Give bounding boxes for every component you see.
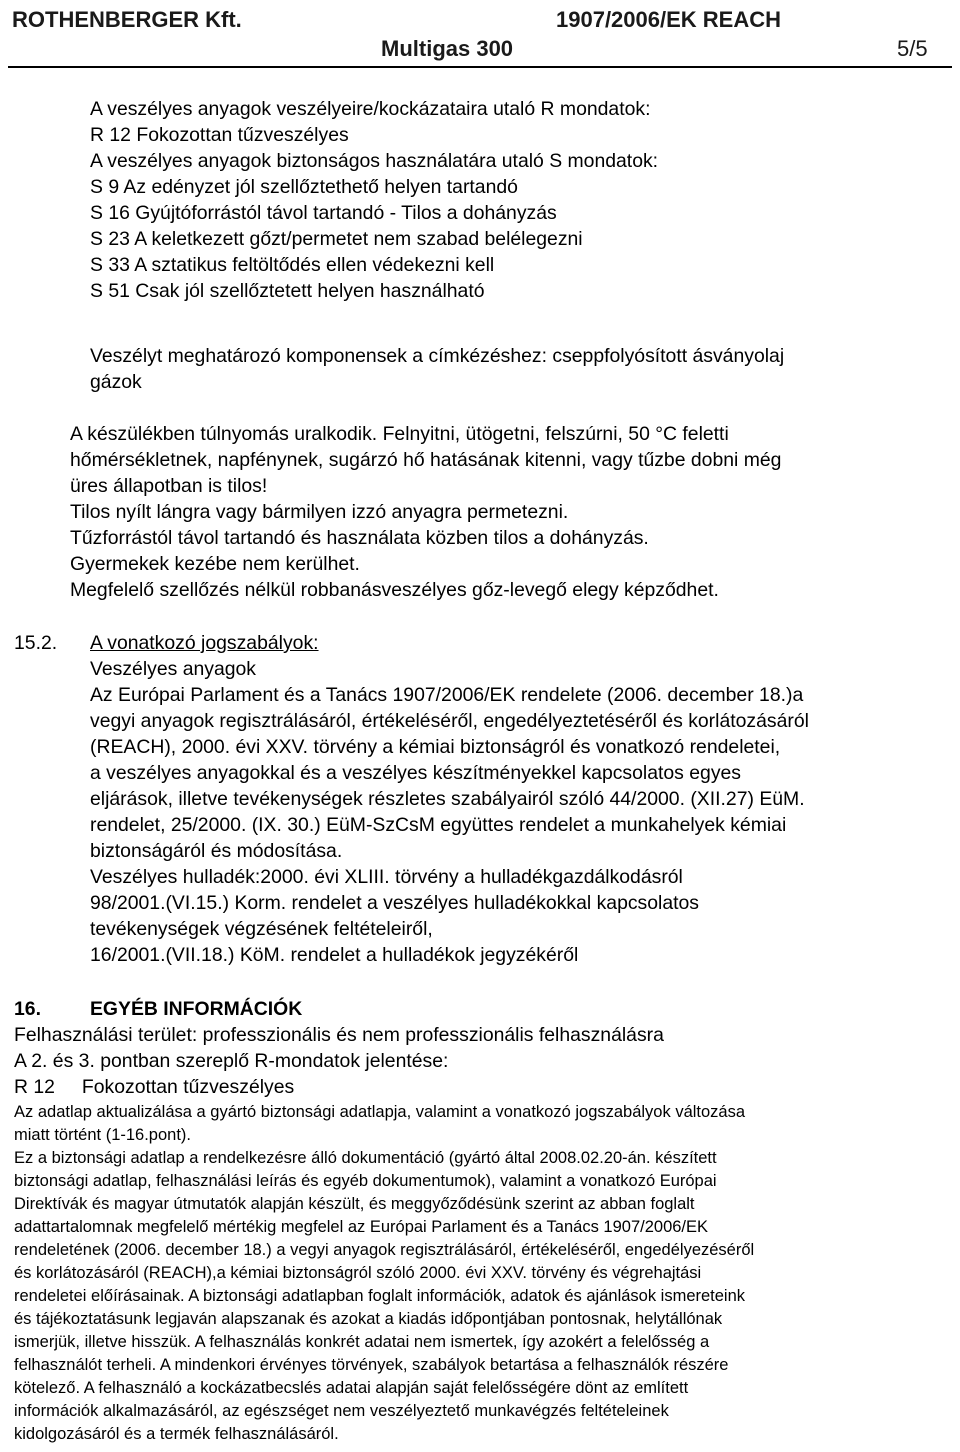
text-line: Tilos nyílt lángra vagy bármilyen izzó anyagra permetezni. bbox=[70, 501, 569, 523]
section-title: A vonatkozó jogszabályok: bbox=[90, 632, 319, 654]
text-line: A veszélyes anyagok biztonságos használatára utaló S mondatok: bbox=[90, 150, 659, 172]
text-line: S 33 A sztatikus feltöltődés ellen védekezni kell bbox=[90, 254, 495, 276]
text-line: biztonságáról és módosítása. bbox=[90, 840, 343, 862]
header-rule bbox=[8, 66, 952, 68]
text-line: információk alkalmazásáról, az egészséget nem veszélyeztető munkavégzés feltételeinek bbox=[14, 1402, 669, 1420]
warnings bbox=[70, 421, 781, 603]
text-line: R 12 Fokozottan tűzveszélyes bbox=[14, 1076, 295, 1098]
text-line: miatt történt (1-16.pont). bbox=[14, 1126, 191, 1144]
text-line: Felhasználási terület: professzionális és nem professzionális felhasználásra bbox=[14, 1024, 664, 1046]
text-line: biztonsági adatlap, felhasználási leírás és egyéb dokumentumok), valamint a vonatkozó Európai bbox=[14, 1172, 717, 1190]
company-name: ROTHENBERGER Kft. bbox=[12, 7, 242, 32]
section-16-number: 16. bbox=[14, 998, 41, 1020]
text-line: S 23 A keletkezett gőzt/permetet nem szabad belélegezni bbox=[90, 228, 583, 250]
text-line: S 51 Csak jól szellőztetett helyen használható bbox=[90, 280, 485, 302]
text-line: adattartalomnak megfelelő mértékig megfelel az Európai Parlament és a Tanács 1907/2006/EK bbox=[14, 1218, 709, 1236]
text-line: és korlátozásáról (REACH),a kémiai biztonságról szóló 2000. évi XXV. törvény és végrehajtási bbox=[14, 1264, 702, 1282]
text-line: A veszélyes anyagok veszélyeire/kockázataira utaló R mondatok: bbox=[90, 98, 651, 120]
text-line: tevékenységek végzésének feltételeiről, bbox=[90, 918, 433, 940]
text-line: rendeletének (2006. december 18.) a vegyi anyagok regisztrálásáról, értékeléséről, engedélyezéséről bbox=[14, 1241, 755, 1259]
section-15-2 bbox=[90, 630, 809, 968]
text-line: R 12 Fokozottan tűzveszélyes bbox=[90, 124, 349, 146]
text-line: 16/2001.(VII.18.) KöM. rendelet a hulladékok jegyzékéről bbox=[90, 944, 579, 966]
page-header bbox=[0, 0, 960, 70]
text-line: Tűzforrástól távol tartandó és használata közben tilos a dohányzás. bbox=[70, 527, 649, 549]
text-line: kötelező. A felhasználó a kockázatbecslés adatai alapján saját felelősségére dönt az említett bbox=[14, 1379, 689, 1397]
text-line: Direktívák és magyar útmutatók alapján készült, és meggyőződésünk szerint az abban foglalt bbox=[14, 1195, 695, 1213]
text-line: (REACH), 2000. évi XXV. törvény a kémiai biztonságról és vonatkozó rendeletei, bbox=[90, 736, 781, 758]
text-line: Megfelelő szellőzés nélkül robbanásveszélyes gőz-levegő elegy képződhet. bbox=[70, 579, 719, 601]
text-line: Veszélyes hulladék:2000. évi XLIII. törvény a hulladékgazdálkodásról bbox=[90, 866, 683, 888]
risk-safety-phrases bbox=[90, 96, 658, 304]
product-name: Multigas 300 bbox=[381, 36, 514, 61]
text-line: a veszélyes anyagokkal és a veszélyes készítményekkel kapcsolatos egyes bbox=[90, 762, 741, 784]
text-line: és tájékoztatásunk legjaván alapszanak és azokat a kiadás időpontjában pontosnak, helytállónak bbox=[14, 1310, 723, 1328]
text-line: A készülékben túlnyomás uralkodik. Felnyitni, ütögetni, felszúrni, 50 °C feletti bbox=[70, 423, 729, 445]
text-line: Veszélyes anyagok bbox=[90, 658, 257, 680]
section-16-notes bbox=[14, 1101, 754, 1446]
text-line: Gyermekek kezébe nem kerülhet. bbox=[70, 553, 360, 575]
text-line: ismerjük, illetve hisszük. A felhasználás konkrét adatai nem ismertek, így azokért a felelősség a bbox=[14, 1333, 710, 1351]
text-line: üres állapotban is tilos! bbox=[70, 475, 268, 497]
section-16 bbox=[14, 1022, 664, 1100]
text-line: hőmérsékletnek, napfénynek, sugárzó hő hatásának kitenni, vagy tűzbe dobni még bbox=[70, 449, 782, 471]
text-line: rendeletei előírásainak. A biztonsági adatlapban foglalt információk, adatok és ajánlások ismereteink bbox=[14, 1287, 746, 1305]
section-15-2-number: 15.2. bbox=[14, 632, 58, 654]
text-line: gázok bbox=[90, 371, 142, 393]
text-line: Ez a biztonsági adatlap a rendelkezésre álló dokumentáció (gyártó által 2008.02.20-án. készített bbox=[14, 1149, 717, 1167]
text-line: A 2. és 3. pontban szereplő R-mondatok jelentése: bbox=[14, 1050, 449, 1072]
text-line: eljárások, illetve tevékenységek részletes szabályairól szóló 44/2000. (XII.27) EüM. bbox=[90, 788, 805, 810]
text-line: S 16 Gyújtóforrástól távol tartandó - Tilos a dohányzás bbox=[90, 202, 557, 224]
text-line: Az adatlap aktualizálása a gyártó biztonsági adatlapja, valamint a vonatkozó jogszabályok változása bbox=[14, 1103, 746, 1121]
text-line: kidolgozásáról és a termék felhasználásáról. bbox=[14, 1425, 339, 1443]
text-line: Az Európai Parlament és a Tanács 1907/2006/EK rendelete (2006. december 18.)a bbox=[90, 684, 804, 706]
text-line: 98/2001.(VI.15.) Korm. rendelet a veszélyes hulladékokkal kapcsolatos bbox=[90, 892, 699, 914]
regulation-label: 1907/2006/EK REACH bbox=[556, 7, 782, 32]
page-number: 5/5 bbox=[897, 36, 928, 61]
text-line: rendelet, 25/2000. (IX. 30.) EüM-SzCsM együttes rendelet a munkahelyek kémiai bbox=[90, 814, 787, 836]
section-16-title: EGYÉB INFORMÁCIÓK bbox=[90, 998, 303, 1020]
text-line: vegyi anyagok regisztrálásáról, értékeléséről, engedélyeztetéséről és korlátozásáról bbox=[90, 710, 809, 732]
text-line: Veszélyt meghatározó komponensek a címkézéshez: cseppfolyósított ásványolaj bbox=[90, 345, 785, 367]
text-line: S 9 Az edényzet jól szellőztethető helyen tartandó bbox=[90, 176, 518, 198]
text-line: felhasználót terheli. A mindenkori érvényes törvények, szabályok betartása a felhasználók részére bbox=[14, 1356, 729, 1374]
hazard-components bbox=[90, 343, 784, 395]
